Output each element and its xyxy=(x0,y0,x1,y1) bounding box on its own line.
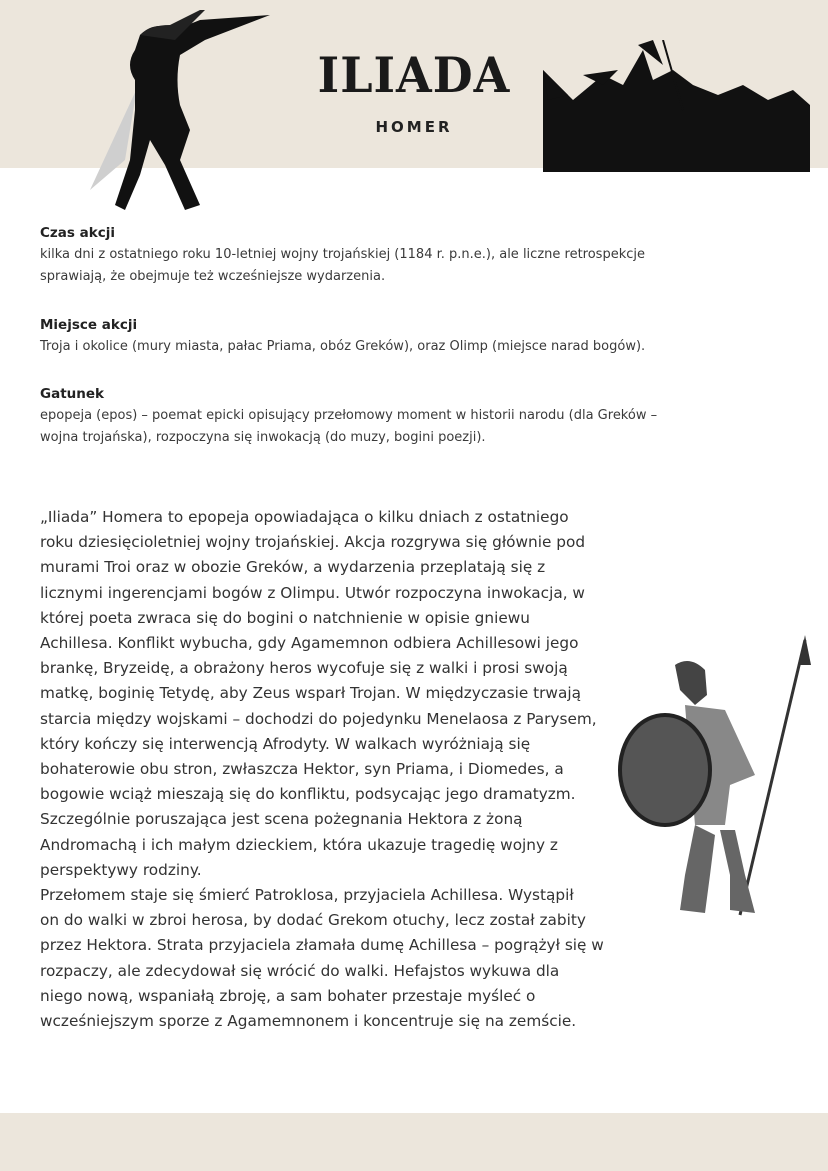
section-gatunek xyxy=(40,383,657,449)
summary-text-line: on do walki w zbroi herosa, by dodać Grekom otuchy, lecz został zabity xyxy=(40,911,586,930)
summary-text-line: Achillesa. Konflikt wybucha, gdy Agamemnon odbiera Achillesowi jego xyxy=(40,634,579,653)
summary-text-line: licznymi ingerencjami bogów z Olimpu. Utwór rozpoczyna inwokacja, w xyxy=(40,583,585,602)
battle-army-silhouette-illustration xyxy=(543,40,810,172)
summary-text-line: Przełomem staje się śmierć Patroklosa, przyjaciela Achillesa. Wystąpił xyxy=(40,886,574,905)
section-text-line: sprawiają, że obejmuje też wcześniejsze wydarzenia. xyxy=(40,269,386,284)
summary-text-line: „Iliada” Homera to epopeja opowiadająca o kilku dniach z ostatniego xyxy=(40,508,569,526)
section-label: Miejsce akcji xyxy=(40,317,138,333)
summary-text-line: roku dziesięcioletniej wojny trojańskiej. Akcja rozgrywa się głównie pod xyxy=(40,533,586,552)
summary-text-line: której poeta zwraca się do bogini o natchnienie w opisie gniewu xyxy=(40,608,530,627)
section-label: Czas akcji xyxy=(40,225,115,241)
summary-text-line: wcześniejszym sporze z Agamemnonem i koncentruje się na zemście. xyxy=(40,1012,577,1031)
section-miejsce-akcji xyxy=(40,314,645,358)
summary-text-line: perspektywy rodziny. xyxy=(40,860,202,879)
section-czas-akcji xyxy=(40,222,645,288)
summary-text-line: niego nową, wspaniałą zbroję, a sam bohater przestaje myśleć o xyxy=(40,986,536,1005)
summary-text-line: brankę, Bryzeidę, a obrażony heros wycofuje się z walki i prosi swoją xyxy=(40,659,568,678)
summary-text-line: bohaterowie obu stron, zwłaszcza Hektor, syn Priama, i Diomedes, a xyxy=(40,760,564,779)
summary-text-line: który kończy się interwencją Afrodyty. W walkach wyróżniają się xyxy=(40,734,531,753)
document-author: HOMER xyxy=(375,118,453,136)
section-label: Gatunek xyxy=(40,386,104,402)
summary-text-line: Szczególnie poruszająca jest scena pożegnania Hektora z żoną xyxy=(40,810,523,829)
section-text-line: wojna trojańska), rozpoczyna się inwokacją (do muzy, bogini poezji). xyxy=(40,430,486,445)
greek-hoplite-illustration xyxy=(615,635,815,920)
document-title: ILIADA xyxy=(317,46,511,104)
summary-text-line: bogowie wciąż mieszają się do konfliktu, podsycając jego dramatyzm. xyxy=(40,785,576,804)
section-text-line: Troja i okolice (mury miasta, pałac Priama, obóz Greków), oraz Olimp (miejsce narad bogów). xyxy=(40,339,646,354)
section-text-line: kilka dni z ostatniego roku 10-letniej wojny trojańskiej (1184 r. p.n.e.), ale liczne retrospekcje xyxy=(40,247,645,262)
footer-band xyxy=(0,1113,828,1171)
summary-text-line: Andromachą i ich małym dzieckiem, która ukazuje tragedię wojny z xyxy=(40,835,558,854)
summary-body xyxy=(40,505,604,1034)
summary-text-line: matkę, boginię Tetydę, aby Zeus wsparł Trojan. W międzyczasie trwają xyxy=(40,684,581,703)
summary-text-line: przez Hektora. Strata przyjaciela złamała dumę Achillesa – pogrążył się w xyxy=(40,936,604,955)
summary-text-line: murami Troi oraz w obozie Greków, a wydarzenia przeplatają się z xyxy=(40,558,546,577)
summary-text-line: starcia między wojskami – dochodzi do pojedynku Menelaosa z Parysem, xyxy=(40,709,597,728)
summary-text-line: rozpaczy, ale zdecydował się wrócić do walki. Hefajstos wykuwa dla xyxy=(40,961,560,980)
warrior-silhouette-illustration xyxy=(80,10,280,220)
section-text-line: epopeja (epos) – poemat epicki opisujący przełomowy moment w historii narodu (dla Greków – xyxy=(40,408,658,423)
